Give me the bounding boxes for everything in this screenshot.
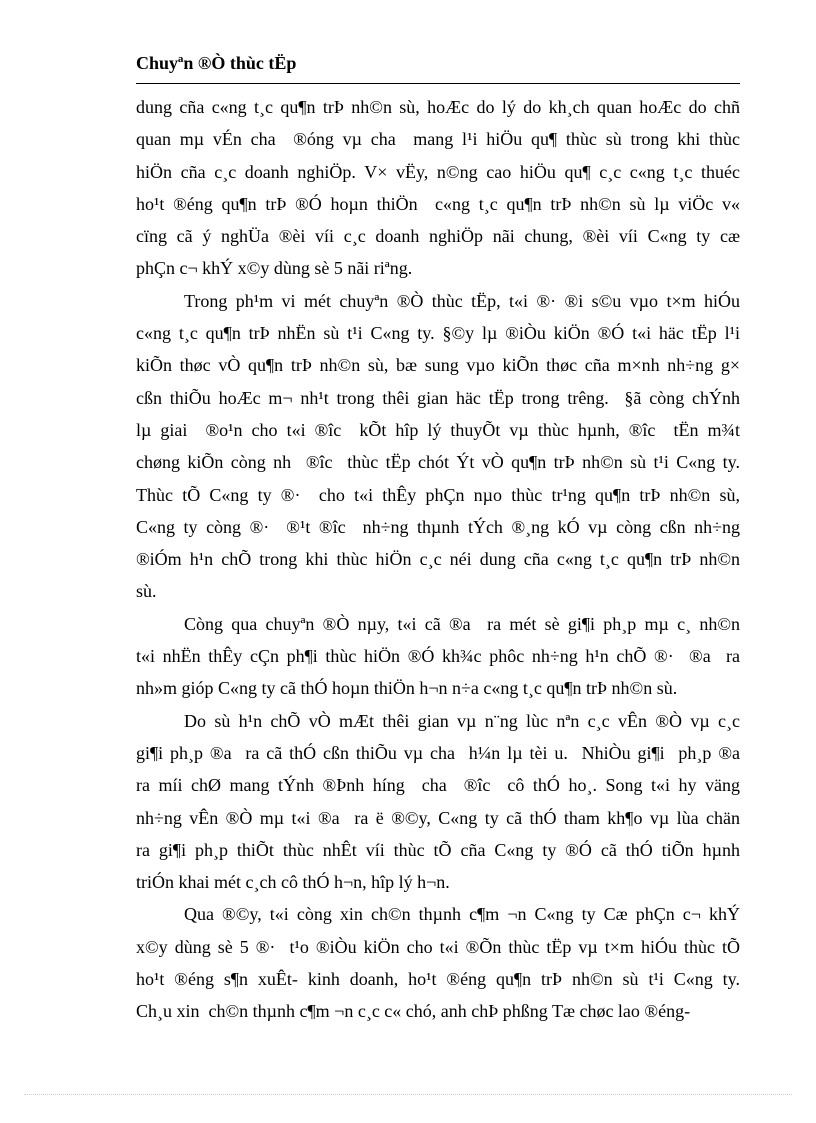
- text-line: x©y dùng sè 5 ®· t¹o ®iÒu kiÖn cho t«i ®Õn thùc tËp vµ t×m hiÓu thùc tÕ: [136, 936, 740, 957]
- text-line: dung cña c«ng t¸c qu¶n trÞ nh©n sù, hoÆc do lý do kh¸ch quan hoÆc do chñ: [136, 97, 740, 117]
- page-header: [136, 50, 740, 76]
- text-line: Ch¸u xin ch©n thµnh c¶m ¬n c¸c c« chó, anh chÞ phßng Tæ chøc lao ®éng-: [136, 1001, 691, 1022]
- text-line: chøng kiÕn còng nh ®îc thùc tËp chót Ýt vÒ qu¶n trÞ nh©n sù t¹i C«ng ty.: [136, 452, 740, 473]
- text-line: lµ giai ®o¹n cho t«i ®îc kÕt hîp lý thuyÕt vµ thùc hµnh, ®îc tËn m¾t: [136, 419, 740, 440]
- text-line: ho¹t ®éng qu¶n trÞ ®Ó hoµn thiÖn c«ng t¸c qu¶n trÞ nh©n sù lµ viÖc v«: [136, 193, 740, 214]
- paragraph: [136, 91, 740, 285]
- text-line: nh÷ng vÊn ®Ò mµ t«i ®a ra ë ®©y, C«ng ty cã thÓ tham kh¶o vµ lùa chän: [136, 807, 740, 828]
- header-divider: [136, 83, 740, 84]
- text-line: Trong ph¹m vi mét chuyªn ®Ò thùc tËp, t«i ®· ®i s©u vµo t×m hiÓu: [184, 290, 740, 311]
- document-body: [136, 91, 740, 1028]
- text-line: ho¹t ®éng s¶n xuÊt- kinh doanh, ho¹t ®éng qu¶n trÞ nh©n sù t¹i C«ng ty.: [136, 969, 740, 990]
- text-line: Còng qua chuyªn ®Ò nµy, t«i cã ®a ra mét sè gi¶i ph¸p mµ c¸ nh©n: [184, 613, 740, 634]
- paragraph: [136, 898, 740, 1027]
- paragraph: [136, 608, 740, 705]
- text-line: sù.: [136, 581, 157, 602]
- text-line: Qua ®©y, t«i còng xin ch©n thµnh c¶m ¬n C«ng ty Cæ phÇn c¬ khÝ: [184, 904, 740, 925]
- text-line: Thùc tÕ C«ng ty ®· cho t«i thÊy phÇn nµo thùc tr¹ng qu¶n trÞ nh©n sù,: [136, 484, 740, 505]
- text-line: gi¶i ph¸p ®a ra cã thÓ cßn thiÕu vµ cha h¼n lµ tèi u. NhiÒu gi¶i ph¸p ®a: [136, 742, 740, 763]
- text-line: t«i nhËn thÊy cÇn ph¶i thùc hiÖn ®Ó kh¾c phôc nh÷ng h¹n chÕ ®· ®a ra: [136, 646, 740, 667]
- text-line: triÓn khai mét c¸ch cô thÓ h¬n, hîp lý h¬n.: [136, 872, 450, 893]
- paragraph: [136, 285, 740, 608]
- text-line: C«ng ty còng ®· ®¹t ®îc nh÷ng thµnh tÝch ®¸ng kÓ vµ còng cßn nh÷ng: [136, 516, 740, 537]
- header-title: Chuyªn ®Ò thùc tËp: [136, 53, 297, 73]
- text-line: cïng cã ý nghÜa ®èi víi c¸c doanh nghiÖp nãi chung, ®èi víi C«ng ty cæ: [136, 226, 740, 247]
- text-line: ®iÓm h¹n chÕ trong khi thùc hiÖn c¸c néi dung cña c«ng t¸c qu¶n trÞ nh©n: [136, 549, 740, 570]
- text-line: ra míi chØ mang tÝnh ®Þnh híng cha ®îc cô thÓ ho¸. Song t«i hy väng: [136, 775, 740, 796]
- text-line: phÇn c¬ khÝ x©y dùng sè 5 nãi riªng.: [136, 258, 413, 279]
- text-line: nh»m gióp C«ng ty cã thÓ hoµn thiÖn h¬n n÷a c«ng t¸c qu¶n trÞ nh©n sù.: [136, 678, 678, 699]
- text-line: cßn thiÕu hoÆc m¬ nh¹t trong thêi gian häc tËp trong trêng. §ã còng chÝnh: [136, 387, 740, 408]
- text-line: kiÕn thøc vÒ qu¶n trÞ nh©n sù, bæ sung vµo kiÕn thøc cña m×nh nh÷ng g×: [136, 355, 740, 376]
- text-line: c«ng t¸c qu¶n trÞ nhËn sù t¹i C«ng ty. §©y lµ ®iÒu kiÖn ®Ó t«i häc tËp l¹i: [136, 323, 740, 344]
- paragraph: [136, 705, 740, 899]
- text-line: quan mµ vÉn cha ®óng vµ cha mang l¹i hiÖu qu¶ thùc sù trong khi thùc: [136, 129, 740, 150]
- text-line: Do sù h¹n chÕ vÒ mÆt thêi gian vµ n¨ng lùc nªn c¸c vÊn ®Ò vµ c¸c: [184, 710, 740, 731]
- text-line: hiÖn cña c¸c doanh nghiÖp. V× vËy, n©ng cao hiÖu qu¶ c¸c c«ng t¸c thuéc: [136, 161, 740, 182]
- text-line: ra gi¶i ph¸p thiÕt thùc nhÊt víi thùc tÕ cña C«ng ty ®Ó cã thÓ tiÕn hµnh: [136, 839, 740, 860]
- page-bottom-divider: [24, 1094, 792, 1095]
